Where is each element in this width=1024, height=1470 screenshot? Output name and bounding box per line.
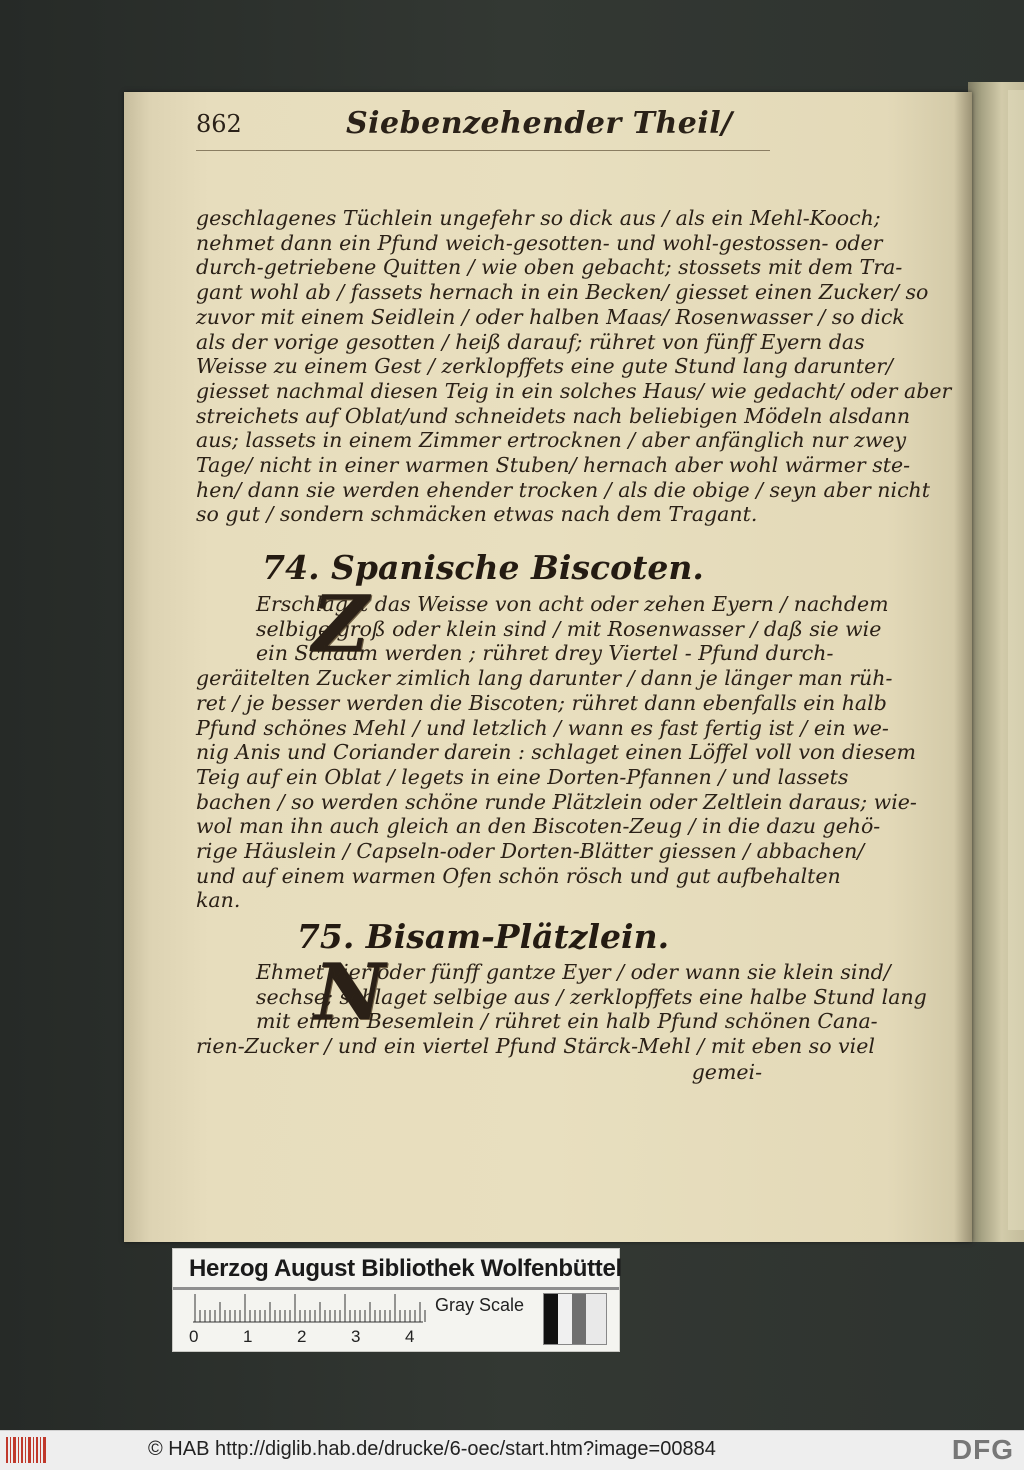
ruler-number-4: 4 (405, 1327, 415, 1346)
running-head: Siebenzehender Theil/ (346, 106, 733, 141)
text-line: Weisse zu einem Gest / zerklopffets eine gute Stund lang darunter/ (196, 354, 893, 379)
page-gutter-shadow (954, 92, 972, 1242)
text-line: sechse; schlaget selbige aus / zerklopffets eine halbe Stund lang (256, 984, 927, 1009)
text-line: streichets auf Oblat/und schneidets nach beliebigen Mödeln alsdann (196, 403, 911, 428)
facing-page-highlight (1008, 90, 1024, 1230)
gray-scale-label: Gray Scale (435, 1295, 525, 1315)
text-line: nig Anis und Coriander darein : schlaget einen Löffel voll von diesem (196, 740, 916, 765)
copyright-link[interactable]: © HAB http://diglib.hab.de/drucke/6-oec/start.htm?image=00884 (148, 1438, 716, 1460)
library-name: Herzog August Bibliothek Wolfenbüttel (189, 1255, 622, 1282)
text-line: aus; lassets in einem Zimmer ertrocknen / aber anfänglich nur zwey (196, 428, 907, 453)
text-line: wol man ihn auch gleich an den Biscoten-Zeug / in die dazu gehö- (196, 814, 881, 839)
ruler-number-1: 1 (243, 1327, 253, 1346)
text-line: hen/ dann sie werden ehender trocken / als die obige / seyn aber nicht (196, 477, 930, 502)
gray-scale-swatch (543, 1293, 607, 1345)
text-line: so gut / sondern schmäcken etwas nach dem Tragant. (196, 502, 758, 527)
recipe-74-heading: 74. Spanische Biscoten. (262, 548, 704, 587)
page-header (196, 104, 770, 150)
text-line: nehmet dann ein Pfund weich-gesotten- und wohl-gestossen- oder (196, 230, 883, 255)
text-line: zuvor mit einem Seidlein / oder halben Maas/ Rosenwasser / so dick (196, 304, 905, 329)
viewer-footer (0, 1430, 1024, 1470)
text-line: geschlagenes Tüchlein ungefehr so dick aus / als ein Mehl-Kooch; (196, 206, 881, 230)
text-line: als der vorige gesotten / heiß darauf; rühret von fünff Eyern das (196, 329, 865, 354)
text-line: Erschlaget das Weisse von acht oder zehen Eyern / nachdem (256, 592, 889, 616)
page-number: 862 (196, 110, 242, 138)
text-line: ein Schaum werden ; rühret drey Viertel - Pfund durch- (256, 641, 834, 666)
text-line: bachen / so werden schöne runde Plätzlein oder Zeltlein daraus; wie- (196, 789, 917, 814)
recipe-75-heading: 75. Bisam-Plätzlein. (296, 917, 670, 956)
barcode-icon (6, 1437, 46, 1463)
text-line: kan. (196, 888, 241, 913)
text-line: rige Häuslein / Capseln-oder Dorten-Blätter giessen / abbachen/ (196, 839, 865, 864)
body-text-continued (196, 206, 952, 527)
text-line: Teig auf ein Oblat / legets in eine Dorten-Pfannen / und lassets (196, 764, 849, 789)
ruler-number-0: 0 (189, 1327, 199, 1346)
text-line: geräitelten Zucker zimlich lang darunter / dann je länger man rüh- (196, 666, 893, 691)
text-line: selbige groß oder klein sind / mit Rosenwasser / daß sie wie (256, 616, 882, 641)
text-line: gant wohl ab / fassets hernach in ein Becken/ giesset einen Zucker/ so (196, 280, 929, 305)
text-line: Ehmet vier oder fünff gantze Eyer / oder wann sie klein sind/ (256, 960, 891, 984)
ruler-number-2: 2 (297, 1327, 307, 1346)
ruler-number-3: 3 (351, 1327, 361, 1346)
text-line: giesset nachmal diesen Teig in ein solches Haus/ wie gedacht/ oder aber (196, 378, 952, 403)
text-line: ret / je besser werden die Biscoten; rühret dann ebenfalls ein halb (196, 690, 887, 715)
text-line: und auf einem warmen Ofen schön rösch und gut aufbehalten (196, 863, 841, 888)
card-divider (173, 1287, 619, 1290)
recipe-75-text (196, 960, 927, 1059)
recipe-75-dropcap: N (314, 947, 386, 1038)
catchword: gemei- (691, 1060, 762, 1084)
recipe-74-dropcap: Z (312, 579, 369, 670)
ruler-ticks (193, 1293, 603, 1323)
text-line: durch-getriebene Quitten / wie oben gebacht; stossets mit dem Tra- (196, 255, 903, 280)
text-line: mit einem Besemlein / rühret ein halb Pfund schönen Cana- (256, 1009, 878, 1034)
dfg-logo: DFG (951, 1434, 1014, 1465)
recipe-74-text (196, 592, 917, 913)
header-rule (196, 150, 770, 151)
text-line: rien-Zucker / und ein viertel Pfund Stärck-Mehl / mit eben so viel (196, 1034, 875, 1059)
text-line: Tage/ nicht in einer warmen Stuben/ hernach aber wohl wärmer ste- (196, 453, 911, 478)
text-line: Pfund schönes Mehl / und letzlich / wann es fast fertig ist / ein we- (196, 715, 889, 740)
library-color-card (172, 1248, 620, 1352)
